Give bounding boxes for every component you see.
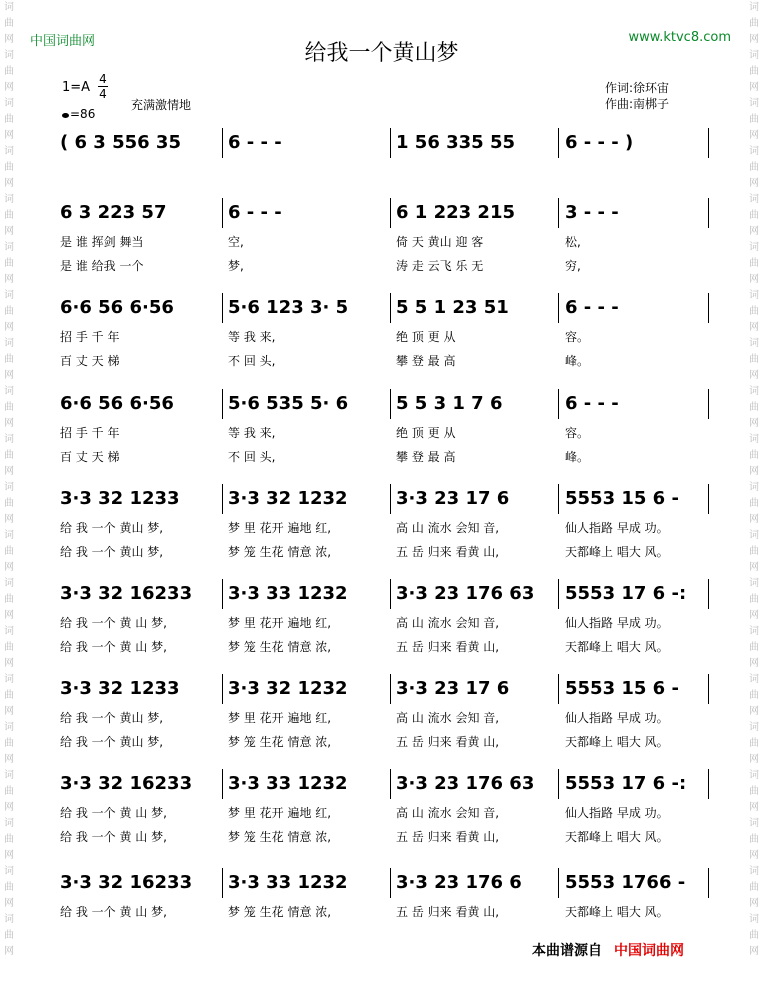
- watermark-char: 网: [749, 946, 759, 957]
- lyric-text: 百 丈 天 梯: [60, 450, 120, 464]
- barline: [558, 293, 559, 323]
- watermark-char: 词: [749, 866, 759, 877]
- lyric-text: 松,: [565, 235, 581, 249]
- expression-marking: 充满激情地: [131, 98, 192, 112]
- barline: [708, 484, 709, 514]
- watermark-char: 曲: [4, 690, 14, 701]
- lyric-text: 高 山 流水 会知 音,: [396, 711, 500, 725]
- measure-notes: 3·3 32 1233: [60, 678, 180, 699]
- watermark-char: 网: [4, 562, 14, 573]
- watermark-char: 曲: [749, 738, 759, 749]
- watermark-char: 词: [4, 194, 14, 205]
- tempo-value: =86: [70, 107, 96, 121]
- watermark-right: [747, 0, 761, 960]
- watermark-char: 词: [749, 530, 759, 541]
- lyric-text: 仙人指路 早成 功。: [565, 806, 669, 820]
- barline: [390, 484, 391, 514]
- lyric-text: 是 谁 挥剑 舞当: [60, 235, 144, 249]
- footer-source: 本曲谱源自: [532, 943, 602, 959]
- footer-site: 中国词曲网: [614, 943, 684, 959]
- measure-notes: 1 56 335 55: [396, 132, 515, 153]
- barline: [708, 579, 709, 609]
- watermark-char: 网: [749, 802, 759, 813]
- lyric-text: 给 我 一个 黄 山 梦,: [60, 806, 167, 820]
- watermark-char: 曲: [749, 258, 759, 269]
- measure-notes: 3·3 23 17 6: [396, 488, 510, 509]
- watermark-char: 词: [749, 626, 759, 637]
- lyric-text: 仙人指路 早成 功。: [565, 711, 669, 725]
- barline: [222, 198, 223, 228]
- watermark-char: 词: [749, 434, 759, 445]
- watermark-char: 词: [4, 290, 14, 301]
- watermark-char: 词: [749, 194, 759, 205]
- barline: [222, 128, 223, 158]
- watermark-char: 曲: [4, 786, 14, 797]
- lyric-text: 给 我 一个 黄 山 梦,: [60, 905, 167, 919]
- watermark-char: 词: [749, 98, 759, 109]
- watermark-char: 网: [749, 178, 759, 189]
- lyric-text: 梦 笼 生花 情意 浓,: [228, 545, 332, 559]
- lyric-text: 仙人指路 早成 功。: [565, 521, 669, 535]
- site-name-left: 中国词曲网: [30, 34, 96, 49]
- lyric-text: 高 山 流水 会知 音,: [396, 806, 500, 820]
- lyric-text: 招 手 千 年: [60, 426, 120, 440]
- watermark-char: 曲: [749, 210, 759, 221]
- lyric-text: 倚 天 黄山 迎 客: [396, 235, 484, 249]
- measure-notes: 6 1 223 215: [396, 202, 515, 223]
- watermark-char: 网: [749, 514, 759, 525]
- watermark-char: 网: [749, 274, 759, 285]
- watermark-char: 网: [4, 34, 14, 45]
- lyric-text: 梦 笼 生花 情意 浓,: [228, 905, 332, 919]
- watermark-char: 曲: [4, 114, 14, 125]
- lyric-text: 涛 走 云飞 乐 无: [396, 259, 484, 273]
- watermark-char: 曲: [4, 594, 14, 605]
- lyric-text: 梦 笼 生花 情意 浓,: [228, 830, 332, 844]
- measure-notes: 3·3 33 1232: [228, 773, 348, 794]
- watermark-char: 词: [749, 146, 759, 157]
- watermark-char: 网: [749, 226, 759, 237]
- barline: [222, 674, 223, 704]
- lyric-text: 天都峰上 唱大 风。: [565, 545, 669, 559]
- composer: 作曲:南梆子: [605, 97, 670, 111]
- meter-bottom: 4: [99, 87, 107, 101]
- watermark-char: 网: [4, 706, 14, 717]
- watermark-char: 曲: [749, 882, 759, 893]
- measure-notes: 5553 1766 -: [565, 872, 686, 893]
- measure-notes: 5 5 1 23 51: [396, 297, 509, 318]
- barline: [708, 293, 709, 323]
- lyric-text: 等 我 来,: [228, 330, 276, 344]
- watermark-char: 词: [749, 50, 759, 61]
- watermark-char: 词: [4, 626, 14, 637]
- lyric-text: 穷,: [565, 259, 581, 273]
- lyric-text: 天都峰上 唱大 风。: [565, 735, 669, 749]
- watermark-char: 词: [749, 818, 759, 829]
- watermark-char: 词: [4, 434, 14, 445]
- lyric-text: 梦,: [228, 259, 244, 273]
- watermark-char: 曲: [749, 786, 759, 797]
- watermark-char: 网: [749, 322, 759, 333]
- measure-notes: 3·3 23 176 6: [396, 872, 522, 893]
- watermark-char: 曲: [4, 258, 14, 269]
- watermark-char: 曲: [4, 450, 14, 461]
- watermark-char: 网: [4, 898, 14, 909]
- lyric-text: 梦 笼 生花 情意 浓,: [228, 640, 332, 654]
- lyric-text: 百 丈 天 梯: [60, 354, 120, 368]
- watermark-char: 网: [4, 514, 14, 525]
- lyric-text: 天都峰上 唱大 风。: [565, 640, 669, 654]
- watermark-char: 网: [749, 706, 759, 717]
- watermark-char: 词: [4, 386, 14, 397]
- watermark-char: 曲: [749, 306, 759, 317]
- song-title: 给我一个黄山梦: [304, 41, 459, 66]
- measure-notes: 3·3 32 16233: [60, 583, 193, 604]
- measure-notes: 3·3 23 176 63: [396, 773, 535, 794]
- measure-notes: 3·3 32 1232: [228, 678, 348, 699]
- watermark-char: 网: [4, 418, 14, 429]
- watermark-char: 网: [749, 418, 759, 429]
- watermark-char: 网: [4, 226, 14, 237]
- watermark-char: 网: [4, 466, 14, 477]
- watermark-char: 词: [749, 674, 759, 685]
- watermark-char: 曲: [4, 546, 14, 557]
- watermark-char: 词: [4, 242, 14, 253]
- barline: [708, 128, 709, 158]
- quarter-note-icon: [62, 113, 69, 118]
- barline: [222, 868, 223, 898]
- watermark-char: 词: [749, 242, 759, 253]
- lyric-text: 五 岳 归来 看黄 山,: [396, 905, 500, 919]
- watermark-char: 曲: [749, 66, 759, 77]
- lyric-text: 给 我 一个 黄 山 梦,: [60, 830, 167, 844]
- watermark-char: 网: [749, 562, 759, 573]
- measure-notes: 5·6 535 5· 6: [228, 393, 349, 414]
- watermark-char: 网: [749, 610, 759, 621]
- watermark-char: 网: [749, 754, 759, 765]
- barline: [708, 769, 709, 799]
- measure-notes: 3·3 32 1232: [228, 488, 348, 509]
- barline: [558, 579, 559, 609]
- measure-notes: ( 6 3 556 35: [60, 132, 181, 153]
- lyric-text: 高 山 流水 会知 音,: [396, 521, 500, 535]
- measure-notes: 5553 15 6 -: [565, 488, 679, 509]
- watermark-char: 网: [749, 466, 759, 477]
- measure-notes: 6 - - -: [565, 297, 619, 318]
- lyric-text: 不 回 头,: [228, 354, 276, 368]
- watermark-char: 曲: [4, 354, 14, 365]
- watermark-char: 曲: [749, 546, 759, 557]
- credits: [605, 80, 669, 112]
- watermark-char: 网: [4, 370, 14, 381]
- measure-notes: 3·3 23 17 6: [396, 678, 510, 699]
- watermark-char: 曲: [749, 690, 759, 701]
- lyric-text: 不 回 头,: [228, 450, 276, 464]
- lyric-text: 绝 顶 更 从: [396, 426, 456, 440]
- watermark-char: 曲: [749, 450, 759, 461]
- watermark-char: 曲: [4, 738, 14, 749]
- lyric-text: 仙人指路 早成 功。: [565, 616, 669, 630]
- watermark-char: 网: [749, 658, 759, 669]
- watermark-char: 曲: [4, 498, 14, 509]
- barline: [222, 293, 223, 323]
- watermark-char: 词: [4, 146, 14, 157]
- watermark-char: 词: [749, 386, 759, 397]
- lyric-text: 给 我 一个 黄山 梦,: [60, 735, 164, 749]
- watermark-char: 网: [4, 82, 14, 93]
- barline: [390, 579, 391, 609]
- barline: [558, 868, 559, 898]
- measure-notes: 3·3 23 176 63: [396, 583, 535, 604]
- measure-notes: 5553 15 6 -: [565, 678, 679, 699]
- barline: [390, 128, 391, 158]
- watermark-char: 词: [4, 50, 14, 61]
- lyric-text: 梦 笼 生花 情意 浓,: [228, 735, 332, 749]
- watermark-char: 曲: [4, 882, 14, 893]
- watermark-char: 词: [749, 2, 759, 13]
- watermark-char: 曲: [4, 930, 14, 941]
- watermark-char: 网: [749, 898, 759, 909]
- watermark-char: 词: [4, 98, 14, 109]
- lyric-text: 峰。: [565, 450, 590, 464]
- watermark-char: 词: [749, 482, 759, 493]
- watermark-char: 曲: [4, 306, 14, 317]
- key-signature: 1=A: [62, 80, 91, 95]
- lyricist: 作词:徐环宙: [605, 81, 670, 95]
- watermark-char: 词: [4, 818, 14, 829]
- footer: [532, 940, 684, 960]
- barline: [390, 198, 391, 228]
- barline: [558, 389, 559, 419]
- watermark-char: 曲: [749, 930, 759, 941]
- lyric-text: 等 我 来,: [228, 426, 276, 440]
- time-signature: [98, 72, 108, 101]
- watermark-char: 词: [4, 866, 14, 877]
- lyric-text: 攀 登 最 高: [396, 450, 456, 464]
- lyric-text: 容。: [565, 426, 590, 440]
- watermark-char: 网: [4, 850, 14, 861]
- barline: [222, 484, 223, 514]
- watermark-char: 曲: [4, 18, 14, 29]
- watermark-char: 词: [4, 770, 14, 781]
- watermark-char: 曲: [749, 114, 759, 125]
- site-url: www.ktvc8.com: [628, 30, 731, 45]
- lyric-text: 五 岳 归来 看黄 山,: [396, 830, 500, 844]
- watermark-char: 网: [4, 802, 14, 813]
- watermark-char: 词: [4, 482, 14, 493]
- measure-notes: 6 3 223 57: [60, 202, 167, 223]
- measure-notes: 3·3 32 16233: [60, 773, 193, 794]
- lyric-text: 给 我 一个 黄 山 梦,: [60, 640, 167, 654]
- watermark-char: 曲: [749, 498, 759, 509]
- lyric-text: 招 手 千 年: [60, 330, 120, 344]
- watermark-char: 曲: [4, 642, 14, 653]
- measure-notes: 3·3 32 1233: [60, 488, 180, 509]
- barline: [708, 868, 709, 898]
- barline: [558, 674, 559, 704]
- lyric-text: 攀 登 最 高: [396, 354, 456, 368]
- barline: [558, 484, 559, 514]
- lyric-text: 峰。: [565, 354, 590, 368]
- barline: [222, 579, 223, 609]
- measure-notes: 6·6 56 6·56: [60, 297, 174, 318]
- measure-notes: 3·3 33 1232: [228, 872, 348, 893]
- lyric-text: 给 我 一个 黄 山 梦,: [60, 616, 167, 630]
- barline: [390, 868, 391, 898]
- lyric-text: 给 我 一个 黄山 梦,: [60, 545, 164, 559]
- tempo-marking: [62, 107, 95, 121]
- barline: [708, 198, 709, 228]
- lyric-text: 梦 里 花开 遍地 红,: [228, 521, 332, 535]
- barline: [390, 769, 391, 799]
- watermark-char: 词: [4, 2, 14, 13]
- barline: [390, 674, 391, 704]
- watermark-char: 词: [4, 530, 14, 541]
- measure-notes: 6 - - -: [565, 393, 619, 414]
- lyric-text: 五 岳 归来 看黄 山,: [396, 735, 500, 749]
- watermark-char: 曲: [749, 594, 759, 605]
- watermark-char: 网: [4, 610, 14, 621]
- watermark-char: 网: [4, 946, 14, 957]
- measure-notes: 6·6 56 6·56: [60, 393, 174, 414]
- watermark-char: 网: [4, 754, 14, 765]
- watermark-char: 网: [749, 850, 759, 861]
- measure-notes: 5553 17 6 -:: [565, 773, 687, 794]
- measure-notes: 5553 17 6 -:: [565, 583, 687, 604]
- barline: [390, 389, 391, 419]
- watermark-char: 词: [4, 674, 14, 685]
- watermark-char: 词: [4, 914, 14, 925]
- watermark-char: 曲: [749, 834, 759, 845]
- meter-top: 4: [99, 72, 107, 86]
- measure-notes: 6 - - -: [228, 132, 282, 153]
- lyric-text: 五 岳 归来 看黄 山,: [396, 640, 500, 654]
- lyric-text: 梦 里 花开 遍地 红,: [228, 806, 332, 820]
- lyric-text: 天都峰上 唱大 风。: [565, 905, 669, 919]
- watermark-char: 曲: [4, 210, 14, 221]
- watermark-char: 曲: [749, 642, 759, 653]
- measure-notes: 3·3 33 1232: [228, 583, 348, 604]
- watermark-char: 网: [749, 130, 759, 141]
- watermark-char: 网: [749, 34, 759, 45]
- measure-notes: 5·6 123 3· 5: [228, 297, 349, 318]
- watermark-char: 网: [749, 370, 759, 381]
- barline: [708, 389, 709, 419]
- watermark-char: 曲: [4, 834, 14, 845]
- lyric-text: 容。: [565, 330, 590, 344]
- watermark-char: 词: [4, 722, 14, 733]
- measure-notes: 6 - - - ): [565, 132, 634, 153]
- measure-notes: 3·3 32 16233: [60, 872, 193, 893]
- watermark-char: 词: [749, 338, 759, 349]
- watermark-char: 曲: [749, 18, 759, 29]
- lyric-text: 天都峰上 唱大 风。: [565, 830, 669, 844]
- watermark-char: 词: [749, 578, 759, 589]
- watermark-char: 网: [749, 82, 759, 93]
- watermark-char: 词: [749, 722, 759, 733]
- watermark-char: 网: [4, 178, 14, 189]
- measure-notes: 3 - - -: [565, 202, 619, 223]
- watermark-char: 曲: [749, 402, 759, 413]
- barline: [222, 389, 223, 419]
- watermark-char: 曲: [749, 354, 759, 365]
- watermark-char: 词: [749, 770, 759, 781]
- watermark-char: 网: [4, 130, 14, 141]
- lyric-text: 给 我 一个 黄山 梦,: [60, 711, 164, 725]
- measure-notes: 6 - - -: [228, 202, 282, 223]
- barline: [558, 198, 559, 228]
- watermark-char: 词: [749, 290, 759, 301]
- watermark-left: [2, 0, 16, 960]
- watermark-char: 词: [4, 578, 14, 589]
- barline: [390, 293, 391, 323]
- watermark-char: 曲: [749, 162, 759, 173]
- lyric-text: 高 山 流水 会知 音,: [396, 616, 500, 630]
- barline: [708, 674, 709, 704]
- lyric-text: 绝 顶 更 从: [396, 330, 456, 344]
- lyric-text: 梦 里 花开 遍地 红,: [228, 711, 332, 725]
- watermark-char: 网: [4, 658, 14, 669]
- measure-notes: 5 5 3 1 7 6: [396, 393, 503, 414]
- watermark-char: 曲: [4, 162, 14, 173]
- watermark-char: 曲: [4, 66, 14, 77]
- watermark-char: 网: [4, 274, 14, 285]
- lyric-text: 五 岳 归来 看黄 山,: [396, 545, 500, 559]
- barline: [558, 128, 559, 158]
- lyric-text: 给 我 一个 黄山 梦,: [60, 521, 164, 535]
- lyric-text: 梦 里 花开 遍地 红,: [228, 616, 332, 630]
- watermark-char: 词: [4, 338, 14, 349]
- barline: [558, 769, 559, 799]
- watermark-char: 曲: [4, 402, 14, 413]
- watermark-char: 词: [749, 914, 759, 925]
- lyric-text: 空,: [228, 235, 244, 249]
- lyric-text: 是 谁 给我 一个: [60, 259, 144, 273]
- barline: [222, 769, 223, 799]
- watermark-char: 网: [4, 322, 14, 333]
